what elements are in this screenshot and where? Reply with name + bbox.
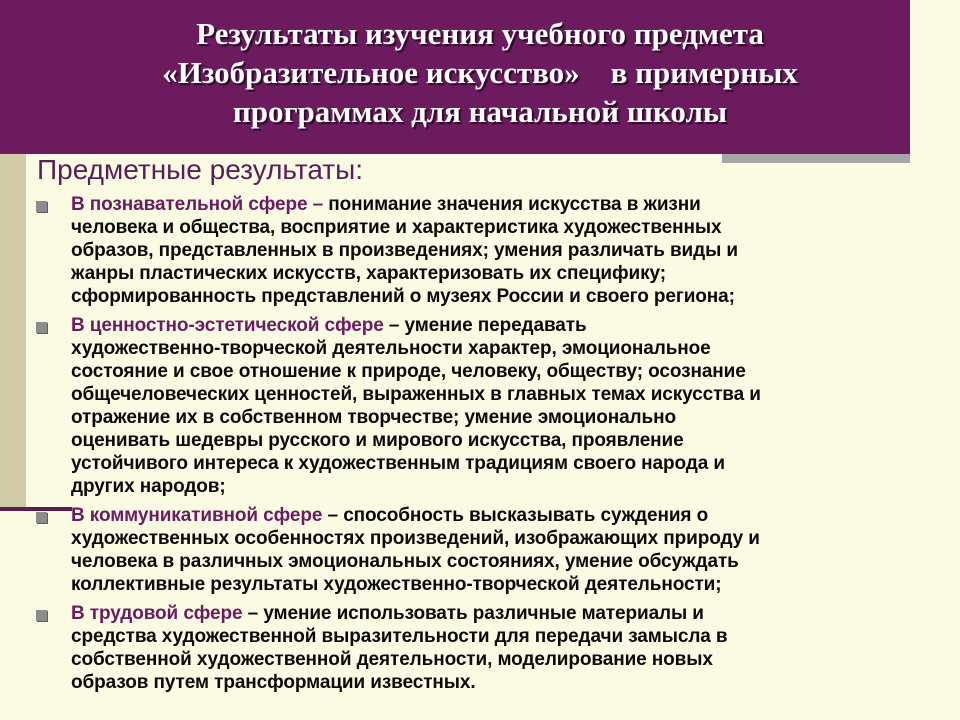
title-line-1: Результаты изучения учебного предмета [196,16,764,51]
list-item-line: других народов; [71,476,226,497]
bullet-text: – умение использовать различные материалы и [242,603,704,624]
bullet-text: – способность высказывать суждения о [322,505,709,526]
list-item-line: собственной художественной деятельности, моделирование новых [71,649,713,670]
bullet-keyword: В ценностно-эстетической сфере [71,315,384,336]
bullet-keyword: В коммуникативной сфере [71,505,323,526]
list-item-line: коллективные результаты художественно-творческой деятельности; [71,574,722,595]
bullet-text: понимание значения искусства в жизни [323,194,701,215]
bullet-square-icon [36,512,47,523]
list-item-line [71,603,704,625]
bullet-text: – умение передавать [383,315,587,336]
list-item-line: сформированность представлений о музеях России и своего региона; [71,286,735,307]
bullet-square-icon [36,322,47,333]
title-line-3: программах для начальной школы [232,94,728,129]
list-item-line: состояние и свое отношение к природе, человеку, обществу; осознание [71,361,746,382]
list-item-line: человека в различных эмоциональных состояниях, умение обсуждать [71,551,739,572]
list-item-line [71,194,701,216]
list-item-line: отражение их в собственном творчестве; умение эмоционально [71,407,676,428]
list-item-line: устойчивого интереса к художественным традициям своего народа и [71,453,725,474]
list-item-line: средства художественной выразительности для передачи замысла в [71,626,728,647]
list-item-line [71,315,587,337]
list-item-line: жанры пластических искусств, характеризовать их специфику; [71,263,666,284]
list-item-line [71,505,708,527]
bullet-square-icon [36,201,47,212]
bullet-keyword: В познавательной сфере – [71,194,324,215]
list-item-line: художественно-творческой деятельности характер, эмоциональное [71,338,711,359]
list-item-line: образов, представленных в произведениях; умения различать виды и [71,240,738,261]
list-item-line: оценивать шедевры русского и мирового искусства, проявление [71,430,684,451]
list-item-line: образов путем трансформации известных. [71,672,476,693]
bullet-square-icon [36,610,47,621]
list-item-line: художественных особенностях произведений, изображающих природу и [71,528,760,549]
title-line-2: «Изобразительное искусство» в примерных [162,55,798,90]
list-item-line: человека и общества, восприятие и характеристика художественных [71,217,722,238]
bullet-keyword: В трудовой сфере [71,603,243,624]
list-item-line: общечеловеческих ценностей, выраженных в главных темах искусства и [71,384,761,405]
section-heading: Предметные результаты: [37,154,364,185]
